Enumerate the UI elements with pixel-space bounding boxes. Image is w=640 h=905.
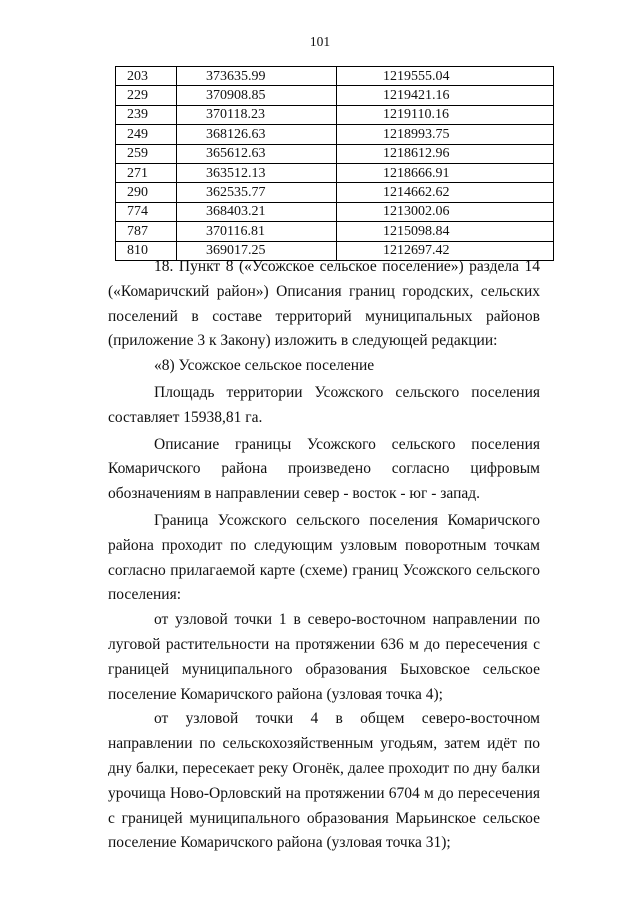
table-row (116, 67, 554, 86)
point-number-cell: 239 (116, 105, 177, 124)
x-coordinate-cell: 370908.85 (177, 86, 337, 105)
point-number-cell: 810 (116, 241, 177, 260)
y-coordinate-cell: 1212697.42 (337, 241, 554, 260)
document-body (108, 255, 540, 856)
y-coordinate-cell: 1218612.96 (337, 144, 554, 163)
point-number-cell: 259 (116, 144, 177, 163)
y-coordinate-cell: 1219110.16 (337, 105, 554, 124)
table-row (116, 222, 554, 241)
coordinates-table-body (116, 67, 554, 261)
paragraph-area: Площадь территории Усожского сельского поселения составляет 15938,81 га. (108, 383, 540, 426)
table-row (116, 144, 554, 163)
x-coordinate-cell: 370116.81 (177, 222, 337, 241)
y-coordinate-cell: 1213002.06 (337, 202, 554, 221)
y-coordinate-cell: 1218666.91 (337, 163, 554, 182)
paragraph-amendment: 18. Пункт 8 («Усожское сельское поселение») раздела 14 («Комаричский район») Описания границ городских, сельских поселений в составе территорий муниципальных районов (приложение 3 к Закону) изложить в следующей редакции: (108, 258, 540, 350)
y-coordinate-cell: 1219421.16 (337, 86, 554, 105)
x-coordinate-cell: 373635.99 (177, 67, 337, 86)
paragraph-segment-4-31: от узловой точки 4 в общем северо-восточном направлении по сельскохозяйственным угодьям, затем идёт по дну балки, пересекает реку Огонёк, далее проходит по дну балки урочища Ново-Орловский на протяжении 6704 м до пересечения с границей муниципального образования Марьинское сельское поселение Комаричского района (узловая точка 31); (108, 710, 540, 852)
table-row (116, 202, 554, 221)
paragraph-segment-1-4: от узловой точки 1 в северо-восточном направлении по луговой растительности на протяжении 636 м до пересечения с границей муниципального образования Быховское сельское поселение Комаричского района (узловая точка 4); (108, 611, 540, 703)
y-coordinate-cell: 1214662.62 (337, 183, 554, 202)
point-number-cell: 290 (116, 183, 177, 202)
point-number-cell: 249 (116, 125, 177, 144)
x-coordinate-cell: 368126.63 (177, 125, 337, 144)
table-row (116, 105, 554, 124)
table-row (116, 163, 554, 182)
paragraph-boundary: Граница Усожского сельского поселения Комаричского района проходит по следующим узловым поворотным точкам согласно прилагаемой карте (схеме) границ Усожского сельского поселения: (108, 511, 540, 604)
x-coordinate-cell: 363512.13 (177, 163, 337, 182)
paragraph-heading: «8) Усожское сельское поселение (154, 357, 375, 375)
x-coordinate-cell: 369017.25 (177, 241, 337, 260)
point-number-cell: 774 (116, 202, 177, 221)
paragraph-description: Описание границы Усожского сельского поселения Комаричского района произведено согласно цифровым обозначениям в направлении север - восток - юг - запад. (108, 435, 540, 503)
y-coordinate-cell: 1218993.75 (337, 125, 554, 144)
x-coordinate-cell: 362535.77 (177, 183, 337, 202)
page-number: 101 (309, 34, 331, 49)
coordinates-table (115, 66, 554, 261)
point-number-cell: 203 (116, 67, 177, 86)
table-row (116, 86, 554, 105)
point-number-cell: 787 (116, 222, 177, 241)
point-number-cell: 271 (116, 163, 177, 182)
x-coordinate-cell: 370118.23 (177, 105, 337, 124)
point-number-cell: 229 (116, 86, 177, 105)
table-row (116, 183, 554, 202)
y-coordinate-cell: 1219555.04 (337, 67, 554, 86)
table-row (116, 125, 554, 144)
x-coordinate-cell: 368403.21 (177, 202, 337, 221)
x-coordinate-cell: 365612.63 (177, 144, 337, 163)
y-coordinate-cell: 1215098.84 (337, 222, 554, 241)
